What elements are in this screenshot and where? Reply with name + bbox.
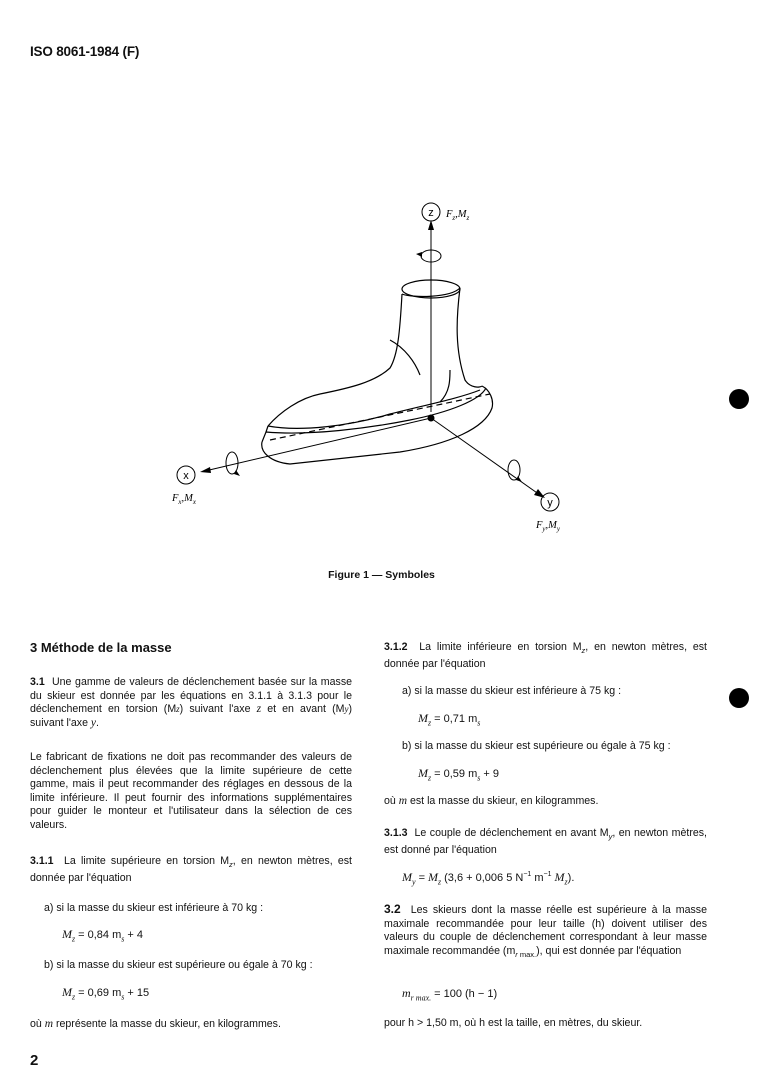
paragraph-3-1: 3.1 Une gamme de valeurs de déclenchement basée sur la masse du skieur est donnée par les équations en 3.1.1 à 3.1.3 pour le déclenchement en torsion (Mz) suivant l'axe z et en avant (My) suivant l'axe y. <box>30 676 353 729</box>
document-header: ISO 8061-1984 (F) <box>30 44 140 59</box>
figure-caption: Figure 1 — Symboles <box>328 569 435 581</box>
x-axis-line <box>205 418 431 471</box>
left-item-b: b) si la masse du skieur est supérieure ou égale à 70 kg : <box>44 959 313 971</box>
left-mass-note: où m représente la masse du skieur, en kilogrammes. <box>30 1018 281 1030</box>
left-item-a: a) si la masse du skieur est inférieure à 70 kg : <box>44 902 264 914</box>
right-item-b: b) si la masse du skieur est supérieure ou égale à 75 kg : <box>402 740 671 752</box>
z-axis-circle-label: z <box>428 207 434 219</box>
left-equation-b: $M_z = 0,69$ $m_s + 15$ <box>62 985 150 1002</box>
right-equation-c: $M_y = M_z$ (3,6 + 0,006 5 $N^{-1}$ $m^{-1}$ $M_z$). <box>402 870 575 887</box>
paragraph-3-1-3: 3.1.3 Le couple de déclenchement en avant $M_y$, en newton mètres, est donné par l'équation <box>384 827 707 856</box>
right-equation-d: $m_{r max.} = 100$ (h − 1) <box>402 986 498 1003</box>
right-item-a: a) si la masse du skieur est inférieure à 75 kg : <box>402 685 622 697</box>
binding-hole-1 <box>729 389 749 409</box>
section-title: 3 Méthode de la masse <box>30 640 172 655</box>
y-axis-force-label: $F_y,M_y$ <box>536 520 561 533</box>
right-equation-a: $M_z = 0,71$ $m_s$ <box>418 711 481 728</box>
paragraph-3-1-1: 3.1.1 La limite supérieure en torsion $M_z$, en newton mètres, est donnée par l'équation <box>30 855 352 884</box>
paragraph-3-1-2: 3.1.2 La limite inférieure en torsion $M_z$, en newton mètres, est donnée par l'équation <box>384 641 707 670</box>
x-axis-force-label: $F_x,M_x$ <box>172 493 197 506</box>
y-axis-circle-label: y <box>547 497 553 509</box>
right-equation-b: $M_z = 0,59$ $m_s + 9$ <box>418 766 500 783</box>
boot-outline <box>262 280 493 464</box>
right-height-note: pour h > 1,50 m, où h est la taille, en mètres, du skieur. <box>384 1017 643 1029</box>
z-axis-force-label: $F_z,M_z$ <box>446 209 470 222</box>
paragraph-manufacturer: Le fabricant de fixations ne doit pas recommander des valeurs de déclenchement plus élevées que la limite supérieure de cette gamme, mais il peut recommander des réglages en dessous de la limite inférieure. Il peut fournir des informations supplémentaires pour guider le monteur et l'utilisateur dans la sélection de ces valeurs. <box>30 751 352 831</box>
y-axis-line <box>431 418 540 495</box>
binding-hole-2 <box>729 688 749 708</box>
origin-point <box>428 415 435 422</box>
figure-ski-boot <box>150 190 600 550</box>
page-number: 2 <box>30 1052 39 1069</box>
paragraph-3-2: 3.2 Les skieurs dont la masse réelle est supérieure à la masse maximale recommandée pour leur taille (h) doivent utiliser des valeurs du couple de déclenchement correspondant à leur masse maximale recommandée $(m_{r max.})$, qui est donnée par l'équation <box>384 902 707 959</box>
right-mass-note: où m est la masse du skieur, en kilogrammes. <box>384 795 599 807</box>
x-axis-circle-label: x <box>183 470 189 482</box>
left-equation-a: $M_z = 0,84$ $m_s + 4$ <box>62 927 144 944</box>
